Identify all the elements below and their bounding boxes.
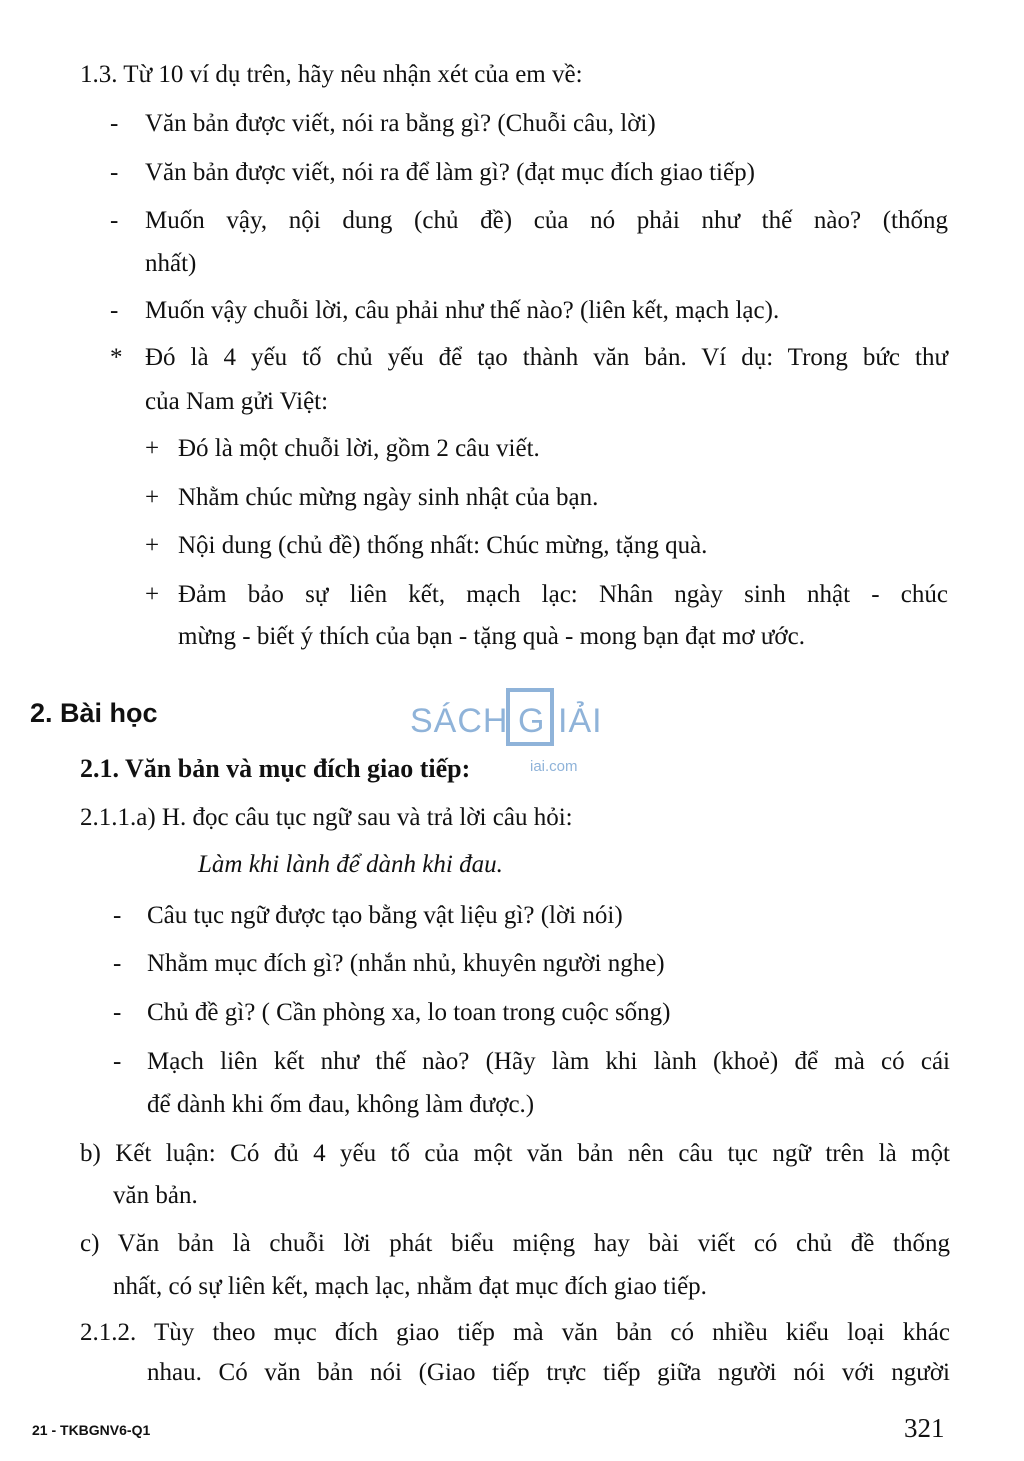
dash-bullet: - xyxy=(113,950,122,977)
watermark-text-right: IẢI xyxy=(558,702,603,740)
asterisk-bullet: * xyxy=(110,344,123,371)
proverb-question-1: Câu tục ngữ được tạo bằng vật liệu gì? (lời nói) xyxy=(147,902,623,929)
point-4: Đảm bảo sự liên kết, mạch lạc: Nhân ngày sinh nhật - chúc xyxy=(178,581,948,608)
proverb-question-4: Mạch liên kết như thế nào? (Hãy làm khi lành (khoẻ) để mà có cái xyxy=(147,1048,950,1075)
section-1-3-heading: 1.3. Từ 10 ví dụ trên, hãy nêu nhận xét của em về: xyxy=(80,61,583,88)
definition-c-line-2: nhất, có sự liên kết, mạch lạc, nhằm đạt mục đích giao tiếp. xyxy=(113,1273,707,1300)
question-3: Muốn vậy, nội dung (chủ đề) của nó phải như thế nào? (thống xyxy=(145,207,948,234)
point-1: Đó là một chuỗi lời, gồm 2 câu viết. xyxy=(178,435,540,462)
watermark-url: iai.com xyxy=(530,758,578,775)
page-number: 321 xyxy=(904,1413,945,1443)
plus-bullet: + xyxy=(145,532,160,559)
plus-bullet: + xyxy=(145,435,160,462)
conclusion-b-line-2: văn bản. xyxy=(113,1182,198,1209)
dash-bullet: - xyxy=(113,999,122,1026)
footer-code: 21 - TKBGNV6-Q1 xyxy=(32,1422,151,1438)
proverb-question-2: Nhằm mục đích gì? (nhắn nhủ, khuyên người nghe) xyxy=(147,950,665,977)
proverb-question-4-cont: để dành khi ốm đau, không làm được.) xyxy=(147,1091,535,1118)
sub-heading-2-1: 2.1. Văn bản và mục đích giao tiếp: xyxy=(80,754,471,783)
note-line-1: Đó là 4 yếu tố chủ yếu để tạo thành văn bản. Ví dụ: Trong bức thư xyxy=(145,344,948,371)
proverb: Làm khi lành để dành khi đau. xyxy=(198,851,503,878)
dash-bullet: - xyxy=(110,207,119,234)
proverb-question-3: Chủ đề gì? ( Cần phòng xa, lo toan trong cuộc sống) xyxy=(147,999,671,1026)
question-3-cont: nhất) xyxy=(145,250,197,277)
dash-bullet: - xyxy=(113,1048,122,1075)
point-2: Nhằm chúc mừng ngày sinh nhật của bạn. xyxy=(178,484,599,511)
plus-bullet: + xyxy=(145,484,160,511)
question-1: Văn bản được viết, nói ra bằng gì? (Chuỗi câu, lời) xyxy=(145,110,656,137)
watermark-text-left: SÁCH xyxy=(410,702,509,740)
dash-bullet: - xyxy=(113,902,122,929)
item-2-1-2-line-2: nhau. Có văn bản nói (Giao tiếp trực tiếp giữa người nói với người xyxy=(147,1359,950,1386)
note-line-2: của Nam gửi Việt: xyxy=(145,388,329,415)
dash-bullet: - xyxy=(110,297,119,324)
item-2-1-1a: 2.1.1.a) H. đọc câu tục ngữ sau và trả lời câu hỏi: xyxy=(80,804,573,831)
watermark-text-box: G xyxy=(518,702,546,740)
point-4-cont: mừng - biết ý thích của bạn - tặng quà - mong bạn đạt mơ ước. xyxy=(178,623,805,650)
point-3: Nội dung (chủ đề) thống nhất: Chúc mừng, tặng quà. xyxy=(178,532,708,559)
dash-bullet: - xyxy=(110,110,119,137)
item-2-1-2-line-1: 2.1.2. Tùy theo mục đích giao tiếp mà văn bản có nhiều kiểu loại khác xyxy=(80,1319,950,1346)
question-2: Văn bản được viết, nói ra để làm gì? (đạt mục đích giao tiếp) xyxy=(145,159,755,186)
dash-bullet: - xyxy=(110,159,119,186)
question-4: Muốn vậy chuỗi lời, câu phải như thế nào? (liên kết, mạch lạc). xyxy=(145,297,780,324)
conclusion-b-line-1: b) Kết luận: Có đủ 4 yếu tố của một văn bản nên câu tục ngữ trên là một xyxy=(80,1140,950,1167)
section-2-heading: 2. Bài học xyxy=(30,698,158,728)
plus-bullet: + xyxy=(145,581,160,608)
definition-c-line-1: c) Văn bản là chuỗi lời phát biểu miệng hay bài viết có chủ đề thống xyxy=(80,1230,950,1257)
